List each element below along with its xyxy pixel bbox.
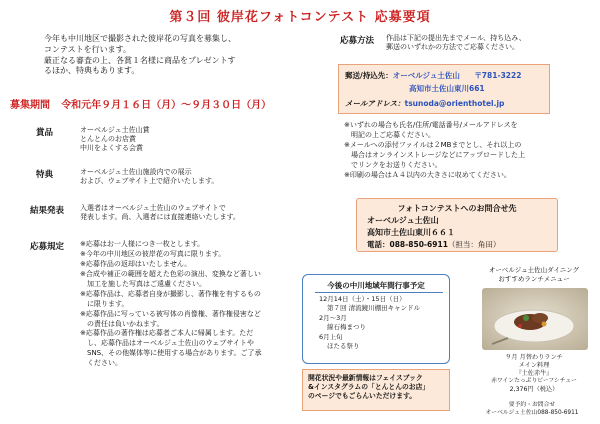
benefit-text [80,168,218,186]
rules-line: ※応募作品の著作権は応募者ご本人に帰属します。ただ [80,329,254,338]
events-box [302,274,450,364]
results-line: 入選者はオーベルジュ土佐山のウェブサイトで [80,204,226,212]
rules-line: に限ります。 [80,299,129,308]
tel-note: （担当：角田） [447,240,501,249]
mail-label: メールアドレス： [345,99,405,108]
rules-line: SNS、その他媒体等に使用する場合があります。ご了承 [80,349,262,358]
note-line: 場合はオンラインストレージなどにアップロードした上 [344,150,525,159]
lunch-desc [474,354,594,394]
rules-line: の責任は負いかねます。 [80,319,164,328]
contact-name: オーベルジュ土佐山 [367,216,439,225]
rules-line: ※応募作品の返却はいたしません。 [80,259,192,268]
submission-box [338,64,550,114]
sns-box [302,369,450,411]
rules-line: ※応募作品は、応募者自身が撮影し、著作権を有するもの [80,289,261,298]
event-name: 線石梅まつり [327,323,366,332]
lunch-desc-line: メイン料理 [518,362,550,370]
plate-illustration [482,288,588,350]
events-list [319,295,420,352]
event-date: 6月上旬 [319,332,343,341]
lunch-photo [482,288,588,350]
lunch-caption [474,266,594,284]
lunch-reserve: 要予約・お問合せ [508,402,556,408]
event-name: ほたる祭り [327,342,360,351]
rules-line: し、応募作品はオーベルジュ土佐山のウェブサイトや [80,339,254,348]
events-head: 今後の中川地域年間行事予定 [327,281,425,290]
tel-number[interactable]: 088-850-6911 [389,240,448,249]
method-label: 応募方法 [340,36,375,46]
note-line: 明記の上ご応募ください。 [344,130,435,139]
method-text [386,34,526,52]
rules-label: 応募規定 [30,242,65,252]
results-line: 発表します。尚、入選者には直接連絡いたします。 [80,213,240,222]
benefit-line: および、ウェブサイト上で紹介いたします。 [80,177,219,186]
mail-row [345,98,504,109]
lunch-tel: オーベルジュ土佐山088-850-6911 [485,409,579,416]
addr-label: 郵送/持込先： [345,71,393,80]
sns-line: のページでもごらんいただけます。 [308,391,417,400]
rules-line: ください。 [80,359,122,368]
intro-line: るほか、特典もあります。 [44,66,140,76]
period-value: 令和元年９月１６日（月）～９月３０日（月） [61,100,272,111]
addr-zip: 〒781-3222 [474,71,522,80]
submission-addr-row [345,70,521,81]
method-line: 郵送のいずれかの方法でご応募ください。 [386,43,519,52]
rules-line: ※合成や補正の範囲を超えた色彩の演出、変換など著しい [80,269,261,278]
sns-line: &インスタグラムの「とんとんのお店」 [308,382,430,391]
benefit-label: 特典 [36,170,54,180]
method-line: 作品は下記の提出先までメール、持ち込み、 [386,34,526,42]
note-line: ※いずれの場合も氏名/住所/電話番号/メールアドレスを [344,121,518,129]
note-line: でリンクをお送りください。 [344,160,442,169]
contact-box [356,198,558,252]
sns-line: 開花状況や最新情報はフェイスブック [308,374,423,382]
note-line: ※メールへの添付ファイルは２MBまでとし、それ以上の [344,140,522,149]
results-label: 結果発表 [30,206,65,216]
tel-label: 電話： [367,240,390,249]
intro-line: コンテストを行います。 [44,44,132,54]
addr-street: 高知市土佐山東川661 [409,84,485,93]
addr-name: オーベルジュ土佐山 [392,71,460,80]
note-line: ※印刷の場合はＡ４以内の大きさに収めてください。 [344,170,511,179]
intro-text [44,34,294,77]
intro-line: 厳正なる審査の上、各賞１名様に商品をプレゼントす [44,55,236,65]
page-title: 第３回 彼岸花フォトコンテスト 応募要項 [169,10,431,25]
sns-text [308,374,429,401]
prize-item: とんとんのお店賞 [80,135,136,144]
benefit-line: オーベルジュ土佐山施設内での展示 [80,168,192,176]
contact-head: フォトコンテストへのお問合せ先 [397,204,517,213]
event-name: 第７回 清流鏡川棚田キャンドル [327,304,421,313]
prizes-list [80,126,150,154]
rules-line: 加工を施した写真はご遠慮ください。 [80,279,206,288]
results-text [80,204,240,222]
rules-line: ※応募作品に写っている被写体の肖像権、著作権侵害など [80,309,261,318]
lunch-caption-line: オーベルジュ土佐山ダイニング [488,266,580,274]
lunch-desc-line: 『土佐赤牛』 [515,370,553,378]
prize-item: 中川をよくする会賞 [80,144,143,153]
lunch-caption-line: おすすめランチメニュー [498,274,570,283]
lunch-desc-line: ９月 月替わりランチ [505,354,563,361]
rules-line: ※今年の中川地区の彼岸花の写真に限ります。 [80,249,226,258]
contact-addr: 高知市土佐山東川６６１ [367,228,455,237]
period-label: 募集期間 [10,100,50,111]
lunch-contact [468,402,596,417]
rules-text [80,240,262,369]
contact-tel-row [367,239,500,250]
prize-item: オーベルジュ土佐山賞 [80,126,150,134]
event-date: 2月～3月 [319,313,347,322]
intro-line: 今年も中川地区で撮影された彼岸花の写真を募集し、 [44,34,236,43]
period-row [10,96,271,111]
events-divider [315,292,443,293]
prizes-label: 賞品 [36,128,54,138]
event-date: 12月14日（土）・15日（日） [319,295,406,303]
notes-text [344,121,525,181]
rules-line: ※応募はお一人様につき一枚とします。 [80,240,205,248]
lunch-desc-line: 赤ワインたっぷりビーフシチュー [491,378,577,385]
lunch-price: 2,376円（税込） [509,385,559,393]
mail-address[interactable]: tsunoda@orienthotel.jp [404,99,505,108]
